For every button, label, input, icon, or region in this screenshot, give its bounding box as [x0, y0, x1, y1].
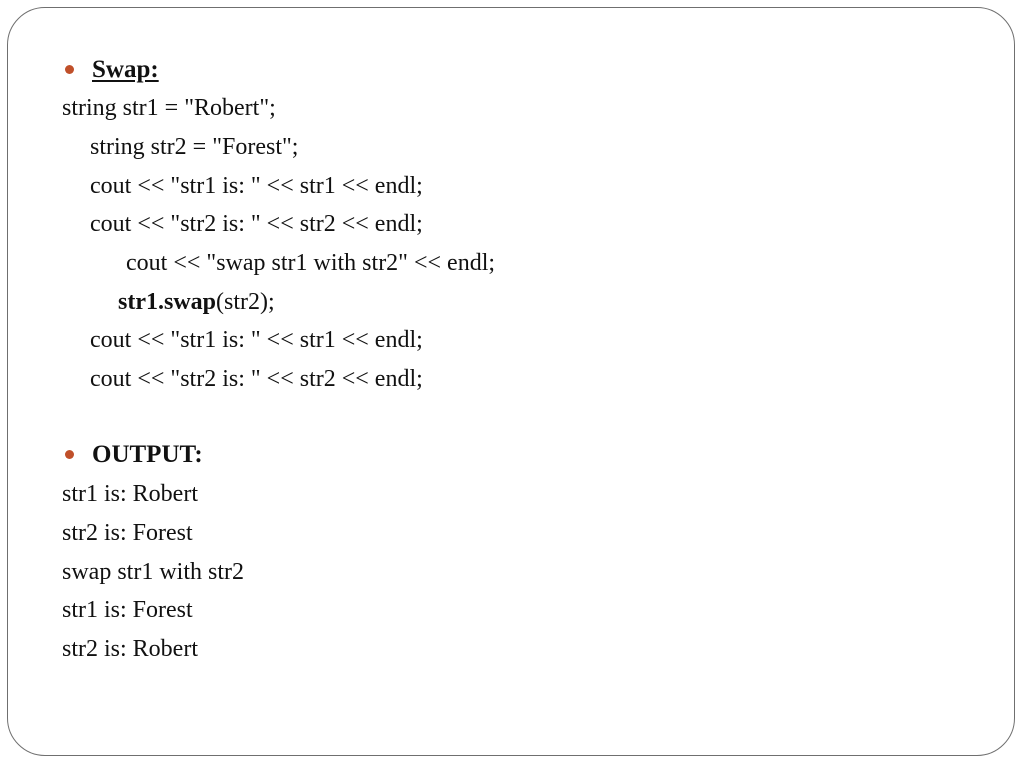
- swap-call-method: str1.swap: [118, 289, 217, 315]
- output-heading: OUTPUT:: [92, 441, 203, 468]
- code-line: cout << "swap str1 with str2" << endl;: [126, 250, 496, 276]
- code-line: cout << "str1 is: " << str1 << endl;: [90, 327, 423, 353]
- swap-call-line: [118, 288, 275, 316]
- code-line: cout << "str2 is: " << str2 << endl;: [90, 366, 423, 392]
- bullet-dot-icon: [65, 65, 74, 74]
- output-line: str2 is: Robert: [62, 636, 198, 662]
- bullet-dot-icon: [65, 450, 74, 459]
- swap-heading: Swap:: [92, 56, 159, 83]
- output-line: str1 is: Robert: [62, 481, 198, 507]
- output-line: str2 is: Forest: [62, 520, 193, 546]
- code-line: string str2 = "Forest";: [90, 134, 299, 160]
- code-line: string str1 = "Robert";: [62, 95, 276, 121]
- output-line: str1 is: Forest: [62, 597, 193, 623]
- swap-call-args: (str2);: [216, 289, 275, 315]
- code-line: cout << "str1 is: " << str1 << endl;: [90, 173, 423, 199]
- code-line: cout << "str2 is: " << str2 << endl;: [90, 211, 423, 237]
- output-line: swap str1 with str2: [62, 559, 244, 585]
